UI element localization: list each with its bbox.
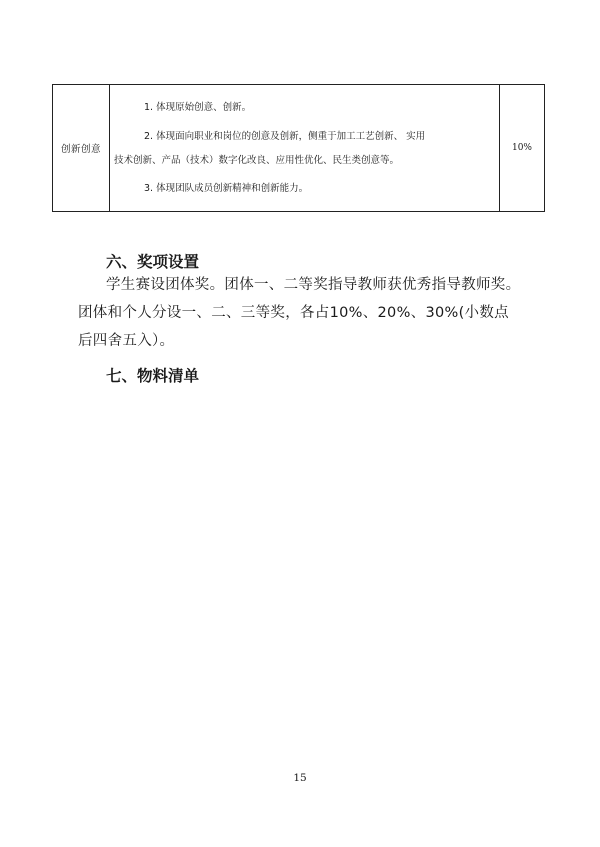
- award-text: 学生赛设团体奖。团体一、二等奖指导教师获优秀指导教师奖。团体和个人分设一、二、三等奖，各占10%、20%、30%(小数点后四舍五入）。: [78, 277, 521, 349]
- page-number: 15: [293, 772, 307, 784]
- criteria-item-3: 3. 体现团队成员创新精神和创新能力。: [144, 183, 309, 195]
- weight-cell: 10%: [500, 85, 545, 212]
- section-7-heading: 七、物料清单: [106, 367, 200, 385]
- section-6-paragraph: [78, 271, 523, 355]
- description-cell: [110, 85, 500, 212]
- criteria-item-2: 2. 体现面向职业和岗位的创意及创新，侧重于加工工艺创新、 实用: [144, 130, 426, 142]
- criteria-item-2-continued: 技术创新、产品（技术）数字化改良、应用性优化、民生类创意等。: [114, 155, 400, 166]
- category-cell: 创新创意: [53, 85, 110, 212]
- section-6-heading: 六、奖项设置: [106, 253, 200, 271]
- table-row: [53, 85, 545, 212]
- criteria-item-1: 1. 体现原始创意、创新。: [144, 102, 252, 114]
- criteria-table: [52, 84, 545, 212]
